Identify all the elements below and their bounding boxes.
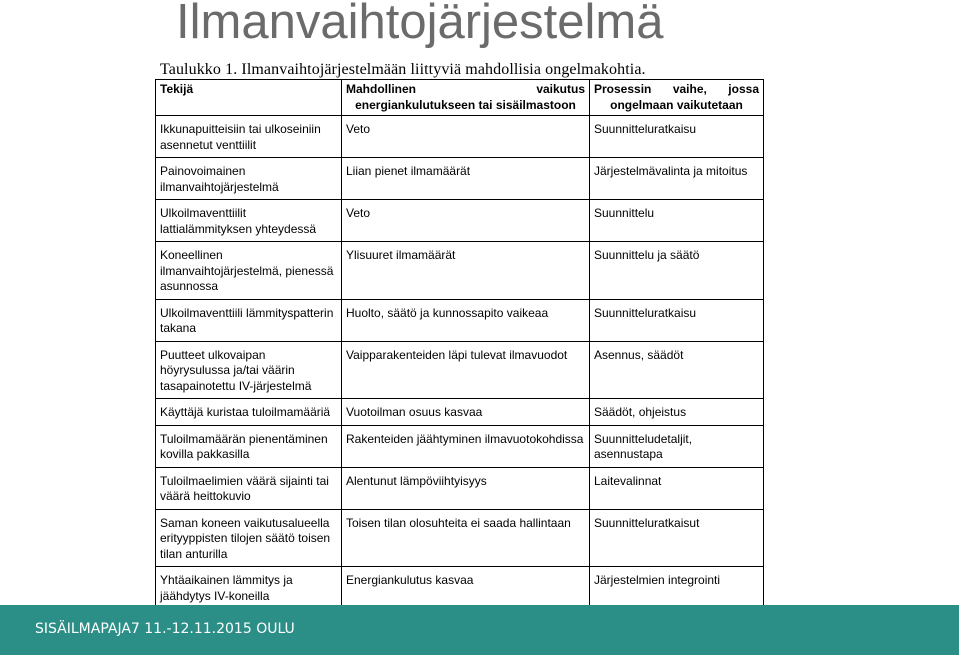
problem-points-table: [155, 79, 764, 609]
cell-factor: Painovoimainen ilmanvaihtojärjestelmä: [156, 158, 342, 200]
cell-effect: Veto: [342, 200, 590, 242]
cell-phase: Suunnittelu ja säätö: [590, 242, 764, 300]
cell-effect: Alentunut lämpöviihtyisyys: [342, 467, 590, 509]
table-row: [156, 299, 764, 341]
header-phase-line2: ongelmaan vaikutetaan: [610, 97, 743, 112]
cell-phase: Järjestelmien integrointi: [590, 567, 764, 609]
header-effect-line2: energiankulutukseen tai sisäilmastoon: [355, 97, 576, 112]
cell-effect: Ylisuuret ilmamäärät: [342, 242, 590, 300]
table-row: [156, 242, 764, 300]
table-header-row: [156, 80, 764, 116]
cell-phase: Suunnittelu: [590, 200, 764, 242]
cell-phase: Suunnitteluratkaisu: [590, 116, 764, 158]
cell-effect: Vaipparakenteiden läpi tulevat ilmavuodot: [342, 341, 590, 399]
header-effect-line1: Mahdollinen vaikutus: [346, 82, 585, 96]
table-row: [156, 399, 764, 426]
cell-factor: Ulkoilmaventtiili lämmityspatterin takana: [156, 299, 342, 341]
header-factor: Tekijä: [156, 80, 342, 116]
cell-phase: Suunnitteluratkaisu: [590, 299, 764, 341]
cell-phase: Laitevalinnat: [590, 467, 764, 509]
table-caption: Taulukko 1. Ilmanvaihtojärjestelmään liittyviä mahdollisia ongelmakohtia.: [160, 61, 646, 78]
cell-factor: Tuloilmamäärän pienentäminen kovilla pakkasilla: [156, 425, 342, 467]
header-phase: [590, 80, 764, 116]
cell-factor: Yhtäaikainen lämmitys ja jäähdytys IV-koneilla: [156, 567, 342, 609]
header-phase-line1: Prosessin vaihe, jossa: [594, 82, 759, 96]
table-row: [156, 425, 764, 467]
footer-event-text: SISÄILMAPAJA7 11.-12.11.2015 OULU: [35, 621, 295, 637]
table-row: [156, 567, 764, 609]
cell-factor: Saman koneen vaikutusalueella erityyppisten tilojen säätö toisen tilan anturilla: [156, 509, 342, 567]
cell-effect: Energiankulutus kasvaa: [342, 567, 590, 609]
cell-factor: Ulkoilmaventtiilit lattialämmityksen yhteydessä: [156, 200, 342, 242]
table-row: [156, 467, 764, 509]
cell-phase: Suunnitteludetaljit, asennustapa: [590, 425, 764, 467]
cell-effect: Vuotoilman osuus kasvaa: [342, 399, 590, 426]
cell-phase: Järjestelmävalinta ja mitoitus: [590, 158, 764, 200]
slide-title: Ilmanvaihtojärjestelmä: [176, 0, 664, 49]
cell-factor: Tuloilmaelimien väärä sijainti tai väärä heittokuvio: [156, 467, 342, 509]
cell-effect: Rakenteiden jäähtyminen ilmavuotokohdissa: [342, 425, 590, 467]
cell-factor: Puutteet ulkovaipan höyrysulussa ja/tai väärin tasapainotettu IV-järjestelmä: [156, 341, 342, 399]
cell-phase: Suunnitteluratkaisut: [590, 509, 764, 567]
cell-factor: Koneellinen ilmanvaihtojärjestelmä, pienessä asunnossa: [156, 242, 342, 300]
table-row: [156, 341, 764, 399]
table-row: [156, 158, 764, 200]
table-row: [156, 116, 764, 158]
footer-bar: [0, 605, 959, 655]
cell-phase: Asennus, säädöt: [590, 341, 764, 399]
table-row: [156, 509, 764, 567]
header-effect: [342, 80, 590, 116]
table-row: [156, 200, 764, 242]
cell-effect: Liian pienet ilmamäärät: [342, 158, 590, 200]
cell-factor: Käyttäjä kuristaa tuloilmamääriä: [156, 399, 342, 426]
cell-effect: Toisen tilan olosuhteita ei saada hallintaan: [342, 509, 590, 567]
cell-effect: Huolto, säätö ja kunnossapito vaikeaa: [342, 299, 590, 341]
cell-effect: Veto: [342, 116, 590, 158]
cell-factor: Ikkunapuitteisiin tai ulkoseiniin asennetut venttiilit: [156, 116, 342, 158]
cell-phase: Säädöt, ohjeistus: [590, 399, 764, 426]
